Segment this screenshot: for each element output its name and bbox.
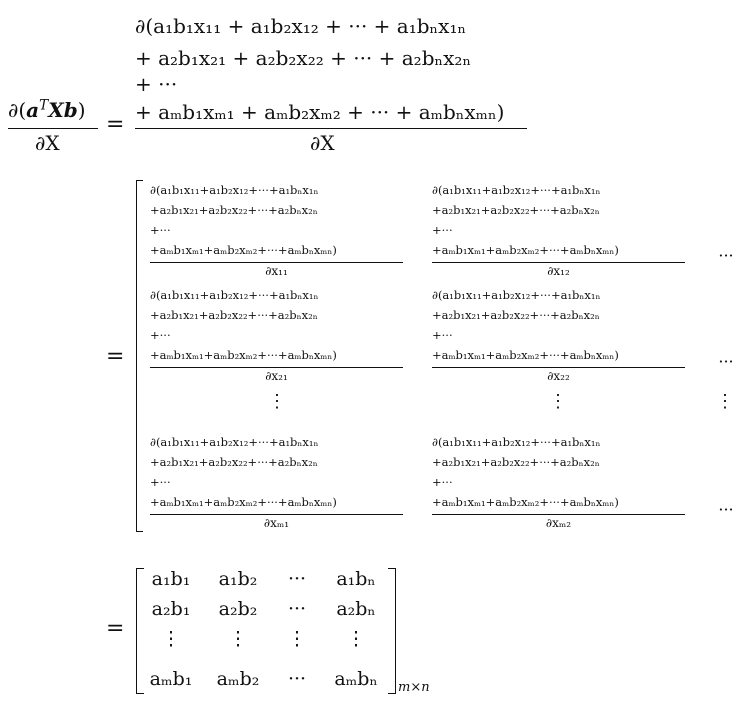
m2-r3c4: ⋮ [346,628,366,650]
vdots-col1: ⋮ [268,391,286,412]
m2-r4c4: aₘbₙ [334,668,378,690]
cell-r3c1-bar [150,514,403,515]
m2-r2c2: a₂b₂ [218,598,258,620]
cell-r3c2-den: ∂xₘ₂ [545,516,572,530]
m2-r4c3: ··· [287,668,307,690]
m2-r2c1: a₂b₁ [151,598,191,620]
m2-r3c1: ⋮ [161,628,181,650]
numerator-line-1: ∂(a₁b₁x₁₁ + a₁b₂x₁₂ + ··· + a₁bₙx₁ₙ [135,14,467,38]
m2-r2c4: a₂bₙ [336,598,376,620]
cell-r2c1-den: ∂x₂₁ [265,369,288,383]
cell-r3c1: ∂(a₁b₁x₁₁+a₁b₂x₁₂+···+a₁bₙx₁ₙ +a₂b₁x₂₁+a₂b₂x₂₂+···+a₂bₙx₂ₙ +··· +aₘb₁xₘ₁+aₘb₂xₘ₂+···+aₘbₙxₘₙ) [150,435,337,509]
m2-r1c3: ··· [287,568,307,590]
numerator-line-3: + ··· [135,72,178,96]
row2-hdots: ··· [718,352,734,371]
vdots-col3: ⋮ [716,391,734,412]
m2-r1c1: a₁b₁ [151,568,191,590]
m2-r3c2: ⋮ [228,628,248,650]
matrix2-right-bracket [388,568,396,694]
m2-subscript: m×n [398,680,430,695]
row1-hdots: ··· [718,246,734,265]
row3-hdots: ··· [718,500,734,519]
m2-r4c1: aₘb₁ [149,668,193,690]
numerator-line-4: + aₘb₁xₘ₁ + aₘb₂xₘ₂ + ··· + aₘbₙxₘₙ) [135,100,505,124]
lhs-numerator: $\partial(a^TXb)$ [8,97,86,122]
vdots-col2: ⋮ [549,391,567,412]
cell-r2c2-bar [432,367,685,368]
cell-r2c2-den: ∂x₂₂ [547,369,570,383]
cell-r1c2-den: ∂x₁₂ [547,264,570,278]
lhs-denominator: ∂X [35,131,60,155]
cell-r3c1-den: ∂xₘ₁ [263,516,290,530]
cell-r2c1-bar [150,367,403,368]
equals-sign-3: = [106,616,125,641]
m2-r1c4: a₁bₙ [336,568,376,590]
equals-sign-2: = [106,344,125,369]
equals-sign-1: = [106,112,125,137]
cell-r3c2-bar [432,514,685,515]
cell-r1c1: ∂(a₁b₁x₁₁+a₁b₂x₁₂+···+a₁bₙx₁ₙ +a₂b₁x₂₁+a₂b₂x₂₂+···+a₂bₙx₂ₙ +··· +aₘb₁xₘ₁+aₘb₂xₘ₂+···+aₘbₙxₘₙ) [150,183,337,257]
cell-r1c1-den: ∂x₁₁ [265,264,288,278]
cell-r1c1-bar [150,262,403,263]
cell-r3c2: ∂(a₁b₁x₁₁+a₁b₂x₁₂+···+a₁bₙx₁ₙ +a₂b₁x₂₁+a₂b₂x₂₂+···+a₂bₙx₂ₙ +··· +aₘb₁xₘ₁+aₘb₂xₘ₂+···+aₘbₙxₘₙ) [432,435,619,509]
m2-r2c3: ··· [287,598,307,620]
m2-r4c2: aₘb₂ [216,668,260,690]
cell-r2c1: ∂(a₁b₁x₁₁+a₁b₂x₁₂+···+a₁bₙx₁ₙ +a₂b₁x₂₁+a₂b₂x₂₂+···+a₂bₙx₂ₙ +··· +aₘb₁xₘ₁+aₘb₂xₘ₂+···+aₘbₙxₘₙ) [150,288,337,362]
cell-r2c2: ∂(a₁b₁x₁₁+a₁b₂x₁₂+···+a₁bₙx₁ₙ +a₂b₁x₂₁+a₂b₂x₂₂+···+a₂bₙx₂ₙ +··· +aₘb₁xₘ₁+aₘb₂xₘ₂+···+aₘbₙxₘₙ) [432,288,619,362]
matrix2-left-bracket [136,568,144,694]
cell-r1c2: ∂(a₁b₁x₁₁+a₁b₂x₁₂+···+a₁bₙx₁ₙ +a₂b₁x₂₁+a₂b₂x₂₂+···+a₂bₙx₂ₙ +··· +aₘb₁xₘ₁+aₘb₂xₘ₂+···+aₘbₙxₘₙ) [432,183,619,257]
lhs-fraction-bar [8,128,98,129]
m2-r1c2: a₁b₂ [218,568,258,590]
rhs-denominator: ∂X [310,131,335,155]
cell-r1c2-bar [432,262,685,263]
numerator-line-2: + a₂b₁x₂₁ + a₂b₂x₂₂ + ··· + a₂bₙx₂ₙ [135,46,472,70]
matrix1-left-bracket [136,180,143,532]
m2-r3c3: ⋮ [287,628,307,650]
rhs-fraction-bar [135,128,527,129]
